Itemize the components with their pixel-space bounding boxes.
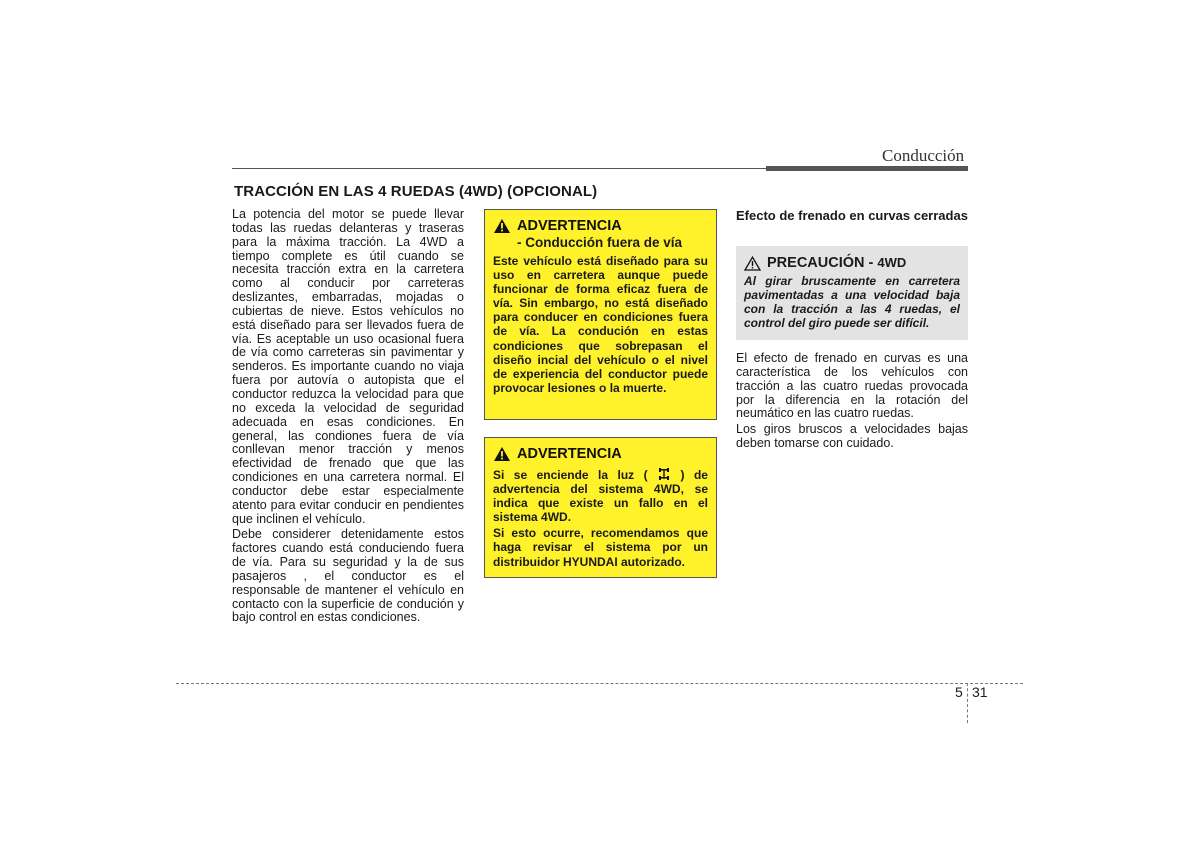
caution-box [736,246,968,340]
header-rule-accent [766,166,968,171]
footer-vertical-divider [967,683,968,723]
warning-box-offroad [484,209,717,420]
paragraph: El efecto de frenado en curvas es una característica de los vehículos con tracción a las cuatro ruedas provocada por la diferencia en la rotación del neumático en las cuatro ruedas. [736,351,968,421]
left-column [232,208,464,627]
paragraph: Debe considerer detenidamente estos factores cuando está conduciendo fuera de vía. Para su seguridad y la de sus pasajeros , el conductor es el responsable de mantener el vehículo en contacto con la superficie de condución y bajo control en estas condiciones. [232,527,464,625]
footer-divider [176,683,1023,684]
warning-body: Este vehículo está diseñado para su uso en carretera aunque puede funcionar de forma eficaz fuera de vía. Sin embargo, no está diseñado para conducer en condiciones fuera de vía. La condución en estas condiciones que sobrepasan el diseño incial del vehículo o el nivel de experiencia del conductor puede provocar lesiones o la muerte. [493,254,708,395]
warning-box-4wd-light [484,437,717,578]
warning-text-after-icon: ) de advertencia del sistema 4WD, se indica que existe un fallo en el sistema 4WD. [493,468,708,525]
subheading: Efecto de frenado en curvas cerradas [736,208,968,223]
warning-title: ADVERTENCIA [517,446,622,462]
warning-triangle-icon [493,446,511,462]
warning-header [493,218,708,234]
caution-body: Al girar bruscamente en carretera pavimentadas a una velocidad baja con la tracción a las 4 ruedas, el control del giro puede ser difícil. [744,274,960,331]
right-column [736,352,968,453]
warning-body-recommendation: Si esto ocurre, recomendamos que haga revisar el sistema por un distribuidor HYUNDAI autorizado. [493,526,708,569]
warning-title: ADVERTENCIA [517,218,622,234]
caution-title: PRECAUCIÓN - [767,255,878,271]
caution-header [744,255,960,271]
page-number: 31 [972,684,988,700]
caution-triangle-icon [744,256,761,271]
paragraph: La potencia del motor se puede llevar todas las ruedas delanteras y traseras para la máxima tracción. La 4WD a tiempo complete es útil cuando se necesita tracción extra en la carretera como al conducir por carreteras deslizantes, embarradas, mojadas o cubiertas de nieve. Estos vehículos no está diseñado para ser llevados fuera de vía. Es aceptable un uso ocasional fuera de vía como carreteras sin pavimentar y senderos. Es importante cuando no viaja fuera por autovía o autopista que el conductor reduzca la velocidad para que no exceda la velocidad de seguridad adecuada en esas condiciones. En general, las condiones fuera de vía conllevan menor tracción y menos efectividad de frenado que que las condiciones en una carretera normal. El conductor debe estar especialmente atento para evitar conducir en pendientes que inclinen el vehículo. [232,207,464,526]
paragraph: Los giros bruscos a velocidades bajas deben tomarse con cuidado. [736,422,968,451]
section-title: Conducción [882,146,965,165]
warning-subtitle: - Conducción fuera de vía [517,235,683,250]
warning-header [493,446,708,462]
4wd-warning-light-icon [657,468,671,481]
page-heading: TRACCIÓN EN LAS 4 RUEDAS (4WD) (OPCIONAL) [234,183,598,200]
caution-title-suffix: 4WD [877,255,907,270]
warning-triangle-icon [493,218,511,234]
chapter-number: 5 [955,684,963,700]
warning-body-light [493,468,708,524]
warning-text-before-icon: Si se enciende la luz ( [493,468,648,482]
